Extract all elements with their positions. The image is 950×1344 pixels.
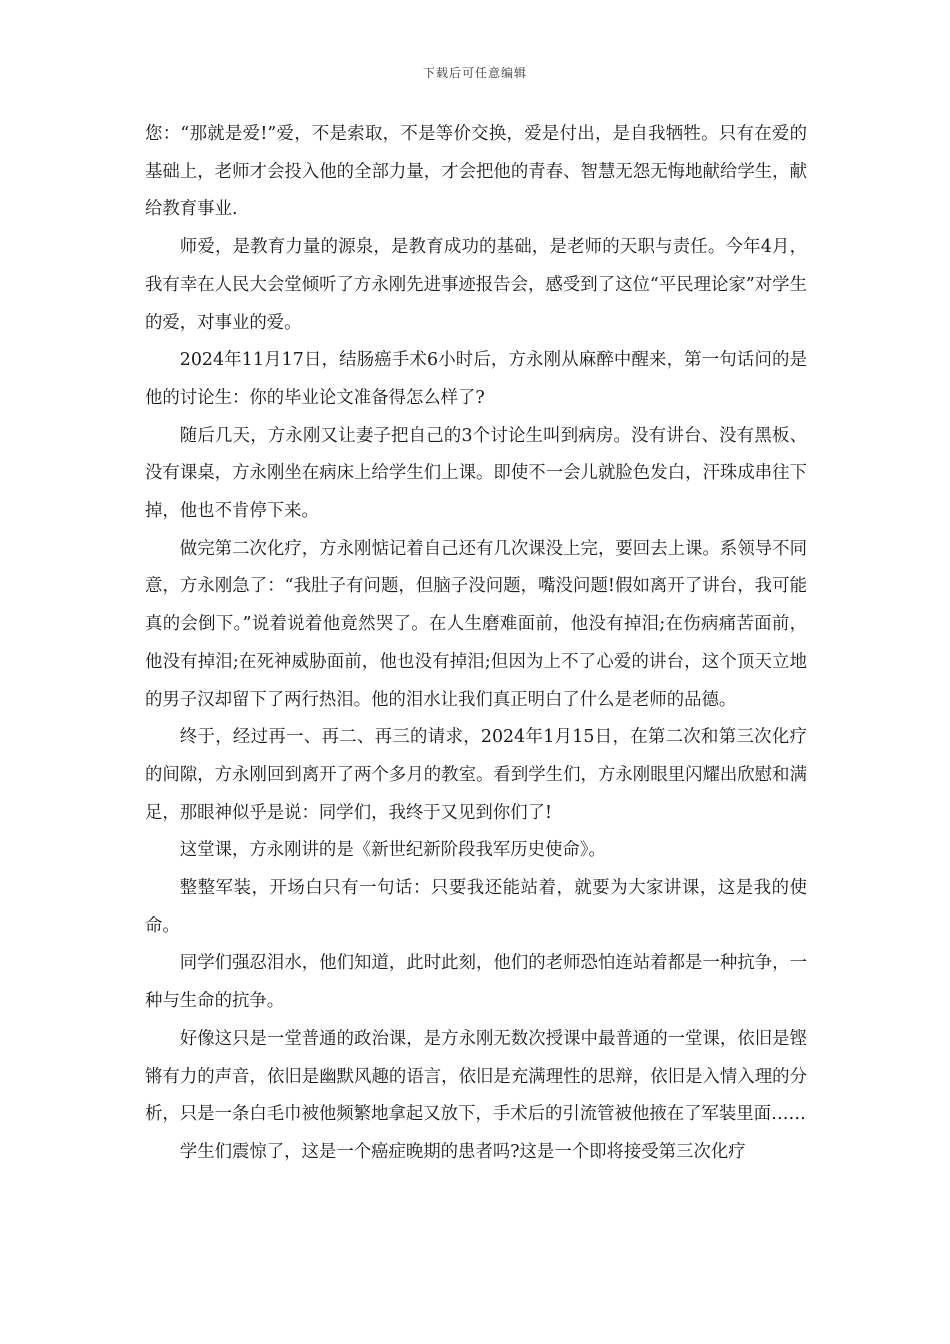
paragraph: 同学们强忍泪水，他们知道，此时此刻，他们的老师恐怕连站着都是一种抗争，一种与生命的抗争。 (145, 953, 807, 1012)
paragraph: 您：“那就是爱!”爱，不是索取，不是等价交换，爱是付出，是自我牺牲。只有在爱的基础上，老师才会投入他的全部力量，才会把他的青春、智慧无怨无悔地献给学生，献给教育事业. (145, 124, 807, 220)
document-body (145, 116, 807, 1172)
paragraph: 整整军装，开场白只有一句话：只要我还能站着，就要为大家讲课，这是我的使命。 (145, 878, 807, 936)
paragraph: 做完第二次化疗，方永刚惦记着自己还有几次课没上完，要回去上课。系领导不同意，方永刚急了：“我肚子有问题，但脑子没问题，嘴没问题!假如离开了讲台，我可能真的会倒下。”说着说着他竟然哭了。在人生磨难面前，他没有掉泪;在伤病痛苦面前，他没有掉泪;在死神威胁面前，他也没有掉泪;但因为上不了心爱的讲台，这个顶天立地的男子汉却留下了两行热泪。他的泪水让我们真正明白了什么是老师的品德。 (145, 538, 807, 710)
paragraph: 这堂课，方永刚讲的是《新世纪新阶段我军历史使命》。 (179, 840, 606, 861)
paragraph: 2024年11月17日，结肠癌手术6小时后，方永刚从麻醉中醒来，第一句话问的是他的讨论生：你的毕业论文准备得怎么样了? (145, 350, 807, 408)
paragraph: 好像这只是一堂普通的政治课，是方永刚无数次授课中最普通的一堂课，依旧是铿锵有力的声音，依旧是幽默风趣的语言，依旧是充满理性的思辩，依旧是入情入理的分析，只是一条白毛巾被他频繁地拿起又放下，手术后的引流管被他掖在了军装里面…… (145, 1028, 807, 1125)
paragraph: 终于，经过再一、再二、再三的请求，2024年1月15日，在第二次和第三次化疗的间隙，方永刚回到离开了两个多月的教室。看到学生们，方永刚眼里闪耀出欣慰和满足，那眼神似乎是说：同学们，我终于又见到你们了! (145, 727, 807, 823)
page-header: 下载后可任意编辑 (422, 66, 527, 80)
paragraph: 随后几天，方永刚又让妻子把自己的3个讨论生叫到病房。没有讲台、没有黑板、没有课桌，方永刚坐在病床上给学生们上课。即使不一会儿就脸色发白，汗珠成串往下掉，他也不肯停下来。 (145, 425, 807, 522)
paragraph: 学生们震惊了，这是一个癌症晚期的患者吗?这是一个即将接受第三次化疗 (179, 1141, 746, 1162)
paragraph: 师爱，是教育力量的源泉，是教育成功的基础，是老师的天职与责任。今年4月，我有幸在人民大会堂倾听了方永刚先进事迹报告会，感受到了这位“平民理论家”对学生的爱，对事业的爱。 (145, 237, 807, 333)
